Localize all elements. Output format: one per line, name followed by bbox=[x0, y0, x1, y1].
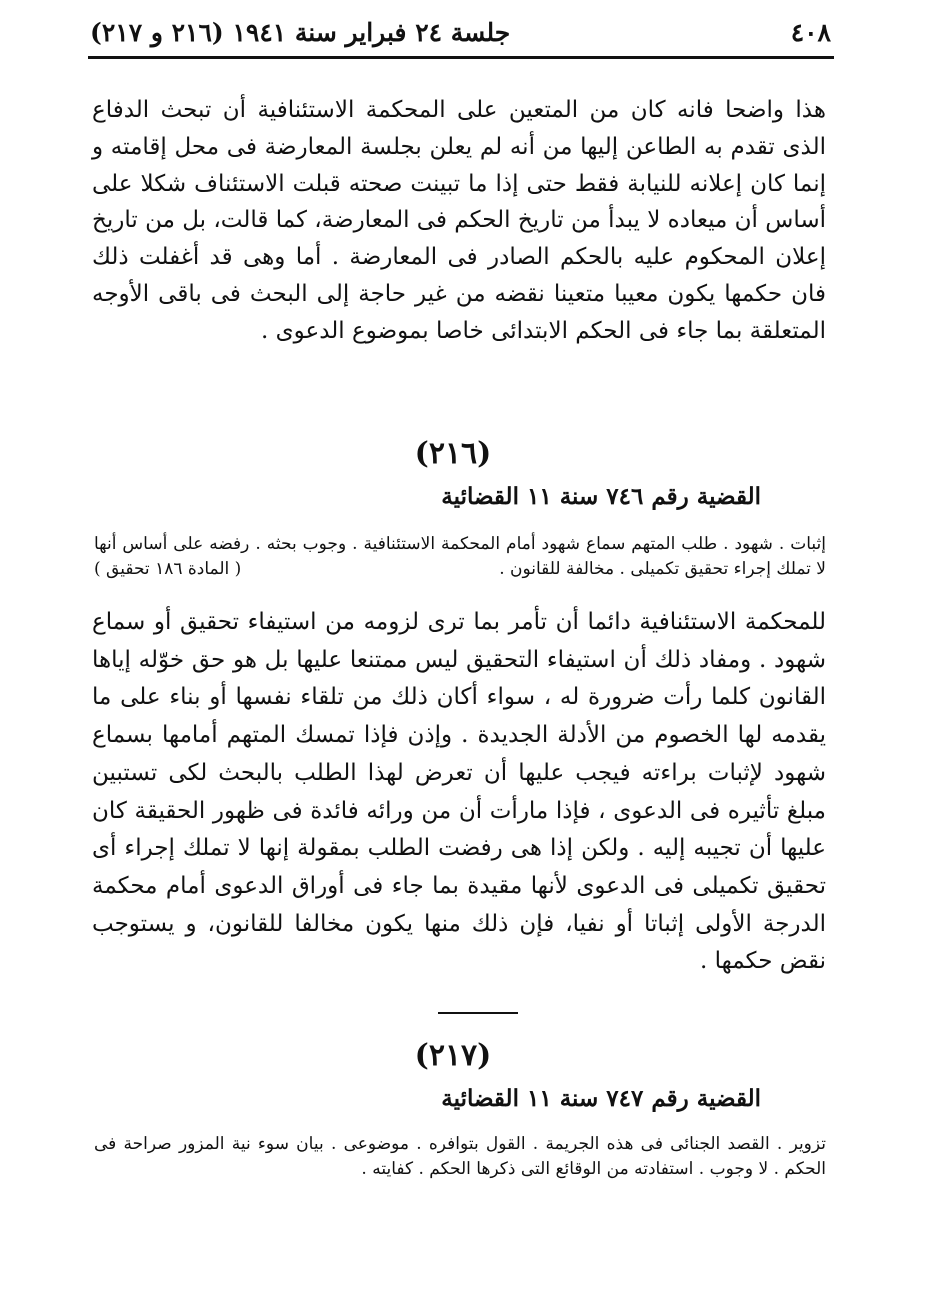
case-217-number: (٢١٧) bbox=[414, 1038, 492, 1073]
case-216-summary bbox=[94, 532, 826, 581]
section-divider bbox=[438, 1012, 518, 1014]
case-216-summary-text: إثبات . شهود . طلب المتهم سماع شهود أمام المحكمة الاستئنافية . وجوب بحثه . رفضه على أساس أنها لا تملك إجراء تحقيق تكميلى . مخالفة للقانون . bbox=[94, 534, 826, 579]
page-number: ٤٠٨ bbox=[790, 17, 831, 47]
case-217-title: القضية رقم ٧٤٧ سنة ١١ القضائية bbox=[441, 1085, 761, 1112]
case-216-body-text: للمحكمة الاستئنافية دائما أن تأمر بما ترى لزومه من استيفاء تحقيق أو سماع شهود . ومفاد ذلك أن استيفاء التحقيق ليس ممتنعا عليها بل هو حق خوّله إياها القانون كلما رأت ضرورة له ، سواء أكان ذلك من تلقاء نفسها أو بناء على ما يقدمه لها الخصوم من الأدلة الجديدة . وإذن فإذا تمسك المتهم أمامها بسماع شهود لإثبات براءته فيجب عليها أن تعرض لهذا الطلب بالبحث لكى تستبين مبلغ تأثيره فى الدعوى ، فإذا مارأت أن من ورائه فائدة فى ظهور الحقيقة كان عليها أن تجيبه إليه . ولكن إذا هى رفضت الطلب بمقولة إنها لا تملك إجراء أى تحقيق تكميلى فى الدعوى لأنها مقيدة بما جاء فى أوراق الدعوى أمام محكمة الدرجة الأولى إثباتا أو نفيا، فإن ذلك منها يكون مخالفا للقانون، و يستوجب نقض حكمها . bbox=[92, 609, 826, 975]
intro-text: هذا واضحا فانه كان من المتعين على المحكمة الاستئنافية أن تبحث الدفاع الذى تقدم به الطاعن إليها من أنه لم يعلن بجلسة المعارضة فى محل إقامته و إنما كان إعلانه للنيابة فقط حتى إذا ما تبينت صحته قبلت الاستئناف شكلا على أساس أن ميعاده لا يبدأ من تاريخ الحكم فى المعارضة، كما قالت، بل من تاريخ إعلان المحكوم عليه بالحكم الصادر فى المعارضة . أما وهى قد أغفلت ذلك فان حكمها يكون معيبا متعينا نقضه من غير حاجة إلى البحث فى باقى الأوجه المتعلقة بما جاء فى الحكم الابتدائى خاصا بموضوع الدعوى . bbox=[92, 97, 827, 344]
case-217-summary-text: تزوير . القصد الجنائى فى هذه الجريمة . القول بتوافره . موضوعى . بيان سوء نية المزور صراحة فى الحكم . لا وجوب . استفادته من الوقائع التى ذكرها الحكم . كفايته . bbox=[94, 1134, 826, 1179]
case-216-body bbox=[92, 604, 826, 981]
case-216-number: (٢١٦) bbox=[414, 436, 492, 471]
page-header bbox=[90, 12, 831, 52]
header-rule bbox=[88, 56, 834, 59]
case-216-title: القضية رقم ٧٤٦ سنة ١١ القضائية bbox=[441, 483, 761, 510]
case-217-summary bbox=[94, 1132, 826, 1181]
intro-paragraph bbox=[92, 92, 826, 350]
session-heading: جلسة ٢٤ فبراير سنة ١٩٤١ (٢١٦ و ٢١٧) bbox=[90, 17, 511, 47]
case-216-reference: ( المادة ١٨٦ تحقيق ) bbox=[94, 558, 242, 579]
